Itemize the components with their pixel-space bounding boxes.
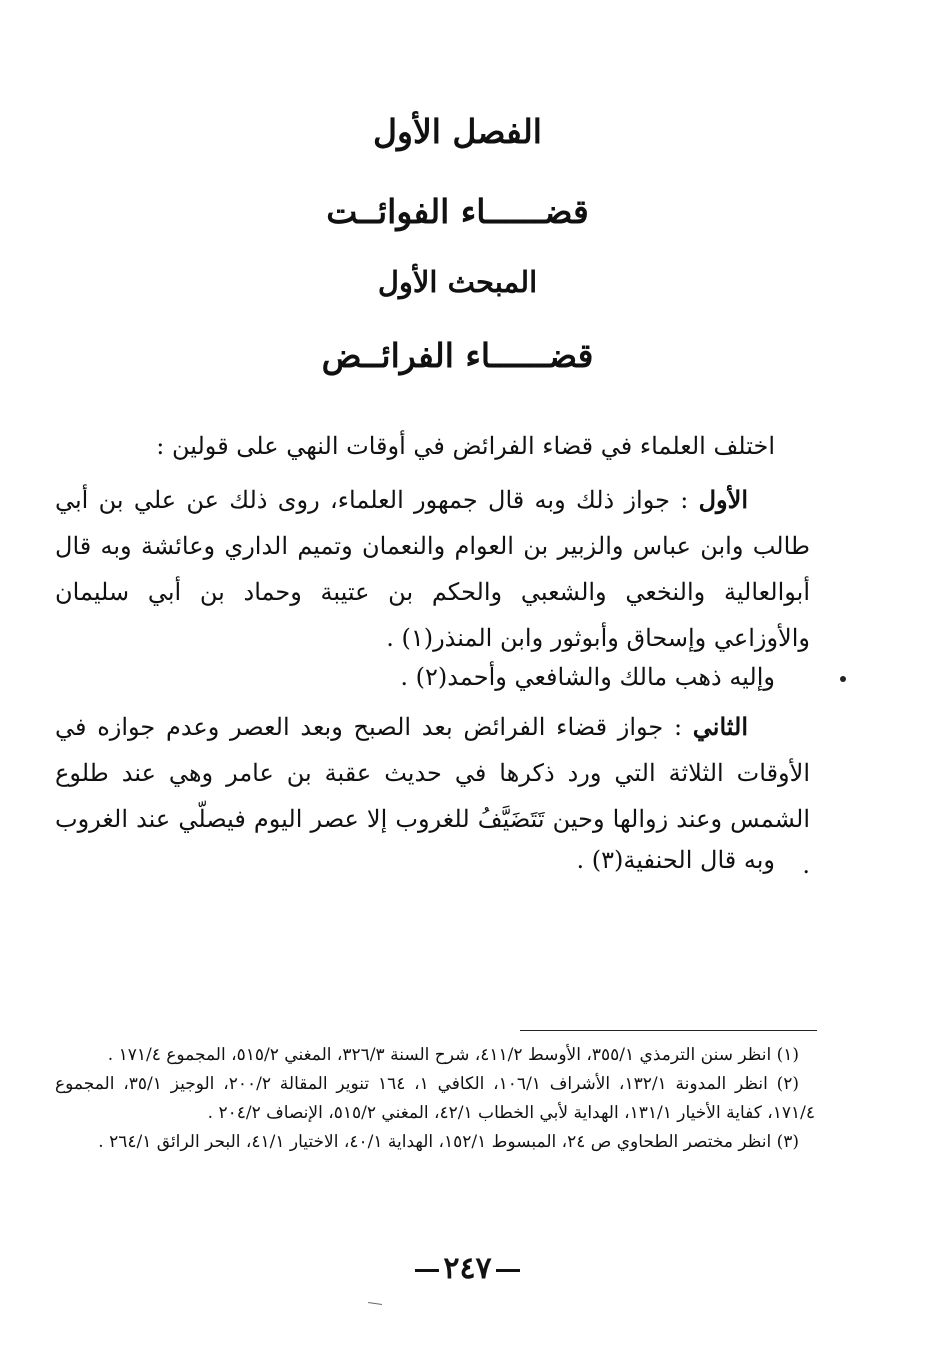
intro-paragraph: اختلف العلماء في قضاء الفرائض في أوقات النهي على قولين : (156, 432, 775, 460)
page-number (0, 1251, 935, 1286)
scan-stray-mark (368, 1302, 382, 1305)
page-number-dash-left (496, 1269, 520, 1272)
chapter-title: قضــــــاء الفوائــت (326, 192, 589, 231)
footnote-separator (520, 1030, 817, 1031)
opinion-one-paragraph (55, 477, 810, 661)
footnote-1: (١) انظر سنن الترمذي ٣٥٥/١، الأوسط ٤١١/٢، شرح السنة ٣٢٦/٣، المغني ٥١٥/٢، المجموع ١٧١/٤ . (107, 1045, 799, 1065)
opinion-one-label: الأول (698, 485, 748, 514)
footnote-3: (٣) انظر مختصر الطحاوي ص ٢٤، المبسوط ١٥٢/١، الهداية ٤٠/١، الاختيار ٤١/١، البحر الرائق ٢٦٤/١ . (98, 1132, 799, 1152)
page-number-dash-right (415, 1269, 439, 1272)
opinion-two-label: الثاني (692, 712, 748, 741)
chapter-heading: الفصل الأول (373, 112, 542, 151)
page-number-value: ٢٤٧ (443, 1251, 492, 1286)
margin-dot-mark (840, 676, 846, 682)
section-heading: المبحث الأول (377, 265, 538, 299)
footnote-2: (٢) انظر المدونة ١٣٢/١، الأشراف ١٠٦/١، الكافي ١، ١٦٤ تنوير المقالة ٢٠٠/٢، الوجيز ٣٥/١، المجموع ١٧١/٤، كفاية الأخيار ١٣١/١، الهداية لأبي الخطاب ٤٢/١، المغني ٥١٥/٢، الإنصاف ٢٠٤/٢ . (55, 1074, 815, 1123)
section-title: قضــــــاء الفرائــض (321, 336, 594, 375)
opinion-two-supporters: وبه قال الحنفية(٣) . (576, 846, 775, 874)
opinion-one-supporters: وإليه ذهب مالك والشافعي وأحمد(٢) . (400, 663, 775, 691)
footnotes-block (55, 1041, 815, 1157)
opinion-two-text: : جواز قضاء الفرائض بعد الصبح وبعد العصر وعدم جوازه في الأوقات الثلاثة التي ورد ذكرها في حديث عقبة بن عامر وهي عند طلوع الشمس وعند زوالها وحين تَتَضَيَّفُ للغروب إلا عصر اليوم فيصلّي عند الغروب . (55, 713, 810, 879)
opinion-one-text: : جواز ذلك وبه قال جمهور العلماء، روى ذلك عن علي بن أبي طالب وابن عباس والزبير بن العوام والنعمان وتميم الداري وعائشة وبه قال أبوالعالية والنخعي والشعبي والحكم بن عتيبة وحماد بن أبي سليمان والأوزاعي وإسحاق وأبوثور وابن المنذر(١) . (55, 486, 810, 652)
